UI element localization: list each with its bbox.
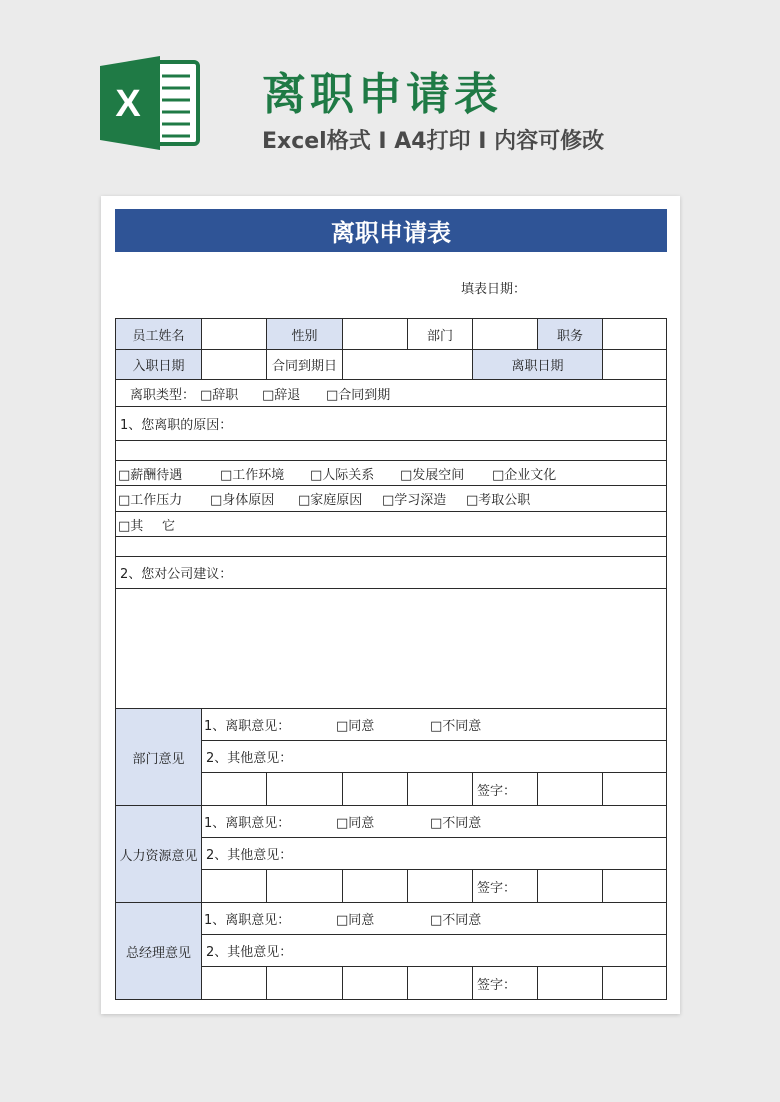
gm-opinion-disagree[interactable]: □不同意 xyxy=(430,913,482,928)
reason-option-other-suffix: 它 xyxy=(162,518,176,534)
department-blank-cell[interactable] xyxy=(266,772,343,806)
position-field[interactable] xyxy=(602,318,667,350)
page-title: 离职申请表 xyxy=(262,69,502,120)
department-blank-cell[interactable] xyxy=(602,772,667,806)
employee-name-label: 员工姓名 xyxy=(115,318,202,350)
hr-opinion-label: 人力资源意见 xyxy=(115,805,202,903)
gender-field[interactable] xyxy=(342,318,408,350)
gm-other-opinion-label: 2、其他意见： xyxy=(206,945,293,960)
department-opinion-label: 部门意见 xyxy=(115,708,202,806)
gm-opinion-label: 总经理意见 xyxy=(115,902,202,1000)
reason-other-blank-row[interactable] xyxy=(115,536,667,557)
department-opinion-disagree[interactable]: □不同意 xyxy=(430,719,482,734)
hr-blank-cell[interactable] xyxy=(407,869,473,903)
department-sign-label: 签字： xyxy=(472,772,538,806)
gm-opinion-agree[interactable]: □同意 xyxy=(336,913,375,928)
reason-options-row-3 xyxy=(115,511,667,537)
excel-logo-icon xyxy=(100,52,202,154)
contract-end-field[interactable] xyxy=(342,349,473,380)
hire-date-field[interactable] xyxy=(201,349,267,380)
suggestion-question-row xyxy=(115,556,667,589)
hr-sign-label: 签字： xyxy=(472,869,538,903)
form-sheet xyxy=(101,196,680,1014)
department-label: 部门 xyxy=(407,318,473,350)
page-header xyxy=(0,0,780,190)
gm-sign-field[interactable] xyxy=(537,966,603,1000)
reason-option-environment[interactable]: □工作环境 xyxy=(220,467,285,483)
page-subtitle: Excel格式 I A4打印 I 内容可修改 xyxy=(262,129,605,154)
reason-option-other[interactable]: □其 xyxy=(118,518,144,534)
reason-option-family[interactable]: □家庭原因 xyxy=(298,493,363,508)
hr-other-opinion-row[interactable] xyxy=(201,837,667,870)
hr-opinion-agree[interactable]: □同意 xyxy=(336,816,375,831)
fill-date-label: 填表日期： xyxy=(461,282,527,297)
leave-type-option-dismiss[interactable]: □辞退 xyxy=(262,387,301,403)
reason-question: 1、您离职的原因： xyxy=(120,418,233,433)
logo-letter: X xyxy=(115,83,141,125)
reason-blank-row[interactable] xyxy=(115,440,667,461)
gm-blank-cell[interactable] xyxy=(602,966,667,1000)
leave-type-label: 离职类型： xyxy=(130,387,196,403)
reason-option-culture[interactable]: □企业文化 xyxy=(492,467,557,483)
department-opinion-agree[interactable]: □同意 xyxy=(336,719,375,734)
suggestion-text-area[interactable] xyxy=(115,588,667,709)
reason-option-relationships[interactable]: □人际关系 xyxy=(310,467,375,483)
reason-options-row-1 xyxy=(115,460,667,486)
hr-blank-cell[interactable] xyxy=(602,869,667,903)
reason-options-row-2 xyxy=(115,485,667,512)
form-banner-title: 离职申请表 xyxy=(115,209,667,252)
department-opinion-row-1 xyxy=(201,708,667,741)
hire-date-label: 入职日期 xyxy=(115,349,202,380)
gm-other-opinion-row[interactable] xyxy=(201,934,667,967)
hr-blank-cell[interactable] xyxy=(266,869,343,903)
gm-blank-cell[interactable] xyxy=(266,966,343,1000)
leave-date-field[interactable] xyxy=(602,349,667,380)
reason-option-civil-service[interactable]: □考取公职 xyxy=(466,493,531,508)
position-label: 职务 xyxy=(537,318,603,350)
form-table xyxy=(101,196,680,1014)
leave-type-option-contract[interactable]: □合同到期 xyxy=(326,387,391,403)
suggestion-question: 2、您对公司建议： xyxy=(120,567,233,582)
hr-opinion-disagree[interactable]: □不同意 xyxy=(430,816,482,831)
gm-blank-cell[interactable] xyxy=(201,966,267,1000)
contract-end-label: 合同到期日 xyxy=(266,349,343,380)
reason-option-development[interactable]: □发展空间 xyxy=(400,467,465,483)
department-blank-cell[interactable] xyxy=(407,772,473,806)
reason-option-study[interactable]: □学习深造 xyxy=(382,493,447,508)
reason-option-health[interactable]: □身体原因 xyxy=(210,493,275,508)
gm-blank-cell[interactable] xyxy=(407,966,473,1000)
reason-option-salary[interactable]: □薪酬待遇 xyxy=(118,467,183,483)
hr-opinion-question: 1、离职意见： xyxy=(204,816,291,831)
leave-date-label: 离职日期 xyxy=(472,349,603,380)
gender-label: 性别 xyxy=(266,318,343,350)
hr-blank-cell[interactable] xyxy=(201,869,267,903)
gm-opinion-question: 1、离职意见： xyxy=(204,913,291,928)
department-other-opinion-row[interactable] xyxy=(201,740,667,773)
gm-blank-cell[interactable] xyxy=(342,966,408,1000)
department-blank-cell[interactable] xyxy=(201,772,267,806)
reason-option-pressure[interactable]: □工作压力 xyxy=(118,493,183,508)
department-opinion-question: 1、离职意见： xyxy=(204,719,291,734)
hr-blank-cell[interactable] xyxy=(342,869,408,903)
department-sign-field[interactable] xyxy=(537,772,603,806)
department-other-opinion-label: 2、其他意见： xyxy=(206,751,293,766)
hr-other-opinion-label: 2、其他意见： xyxy=(206,848,293,863)
gm-sign-label: 签字： xyxy=(472,966,538,1000)
leave-type-row xyxy=(115,379,667,407)
hr-opinion-row-1 xyxy=(201,805,667,838)
department-blank-cell[interactable] xyxy=(342,772,408,806)
department-field[interactable] xyxy=(472,318,538,350)
reason-question-row xyxy=(115,406,667,441)
leave-type-option-resign[interactable]: □辞职 xyxy=(200,387,239,403)
gm-opinion-row-1 xyxy=(201,902,667,935)
hr-sign-field[interactable] xyxy=(537,869,603,903)
employee-name-field[interactable] xyxy=(201,318,267,350)
